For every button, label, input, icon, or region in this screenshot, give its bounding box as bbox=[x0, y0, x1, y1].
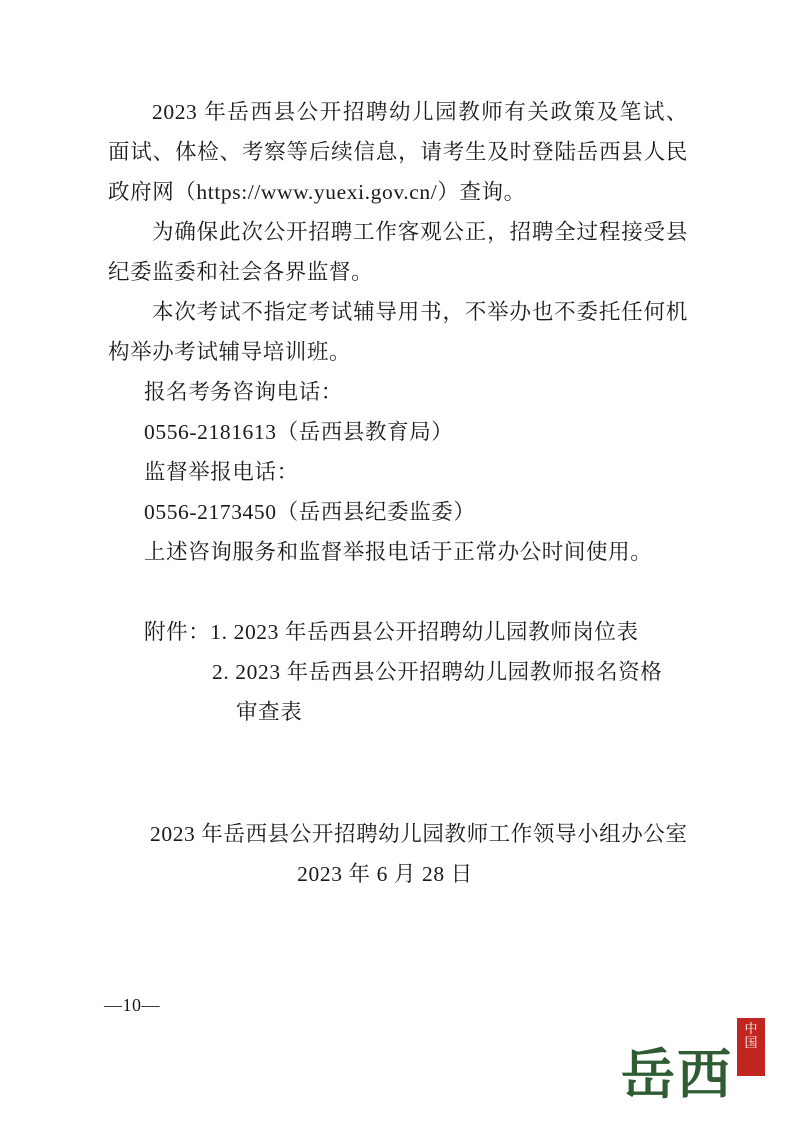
contact-line-education-bureau-phone: 0556-2181613（岳西县教育局） bbox=[144, 420, 454, 444]
contact-line-report-label: 监督举报电话： bbox=[144, 460, 299, 484]
paragraph-policy-info: 2023 年岳西县公开招聘幼儿园教师有关政策及笔试、面试、体检、考察等后续信息，请考生及时登陆岳西县人民政府网（https://www.yuexi.gov.cn/）查询。 bbox=[108, 100, 688, 204]
attachment-item-1: 附件：1. 2023 年岳西县公开招聘幼儿园教师岗位表 bbox=[144, 620, 639, 644]
paragraph-supervision: 为确保此次公开招聘工作客观公正，招聘全过程接受县纪委监委和社会各界监督。 bbox=[108, 220, 688, 284]
signature-date: 2023 年 6 月 28 日 bbox=[297, 862, 473, 886]
attachment-item-2: 2. 2023 年岳西县公开招聘幼儿园教师报名资格 bbox=[212, 660, 663, 684]
attachment-item-2-continued: 审查表 bbox=[236, 700, 303, 724]
paragraph-no-textbook: 本次考试不指定考试辅导用书，不举办也不委托任何机构举办考试辅导培训班。 bbox=[108, 300, 688, 364]
logo-seal-char-bottom: 国 bbox=[744, 1035, 758, 1050]
signature-organization: 2023 年岳西县公开招聘幼儿园教师工作领导小组办公室 bbox=[150, 822, 688, 846]
attachments-block bbox=[108, 612, 688, 732]
contact-line-registration-label: 报名考务咨询电话： bbox=[144, 380, 343, 404]
yuexi-logo bbox=[621, 1018, 767, 1105]
page-number: —10— bbox=[104, 995, 160, 1015]
logo-characters: 岳西 bbox=[621, 1045, 733, 1105]
logo-seal-char-top: 中 bbox=[744, 1021, 758, 1036]
logo-seal-icon bbox=[737, 1018, 765, 1076]
contact-line-discipline-phone: 0556-2173450（岳西县纪委监委） bbox=[144, 500, 476, 524]
contact-line-office-hours: 上述咨询服务和监督举报电话于正常办公时间使用。 bbox=[144, 540, 653, 564]
signature-block bbox=[108, 814, 688, 894]
document-body bbox=[108, 92, 688, 894]
